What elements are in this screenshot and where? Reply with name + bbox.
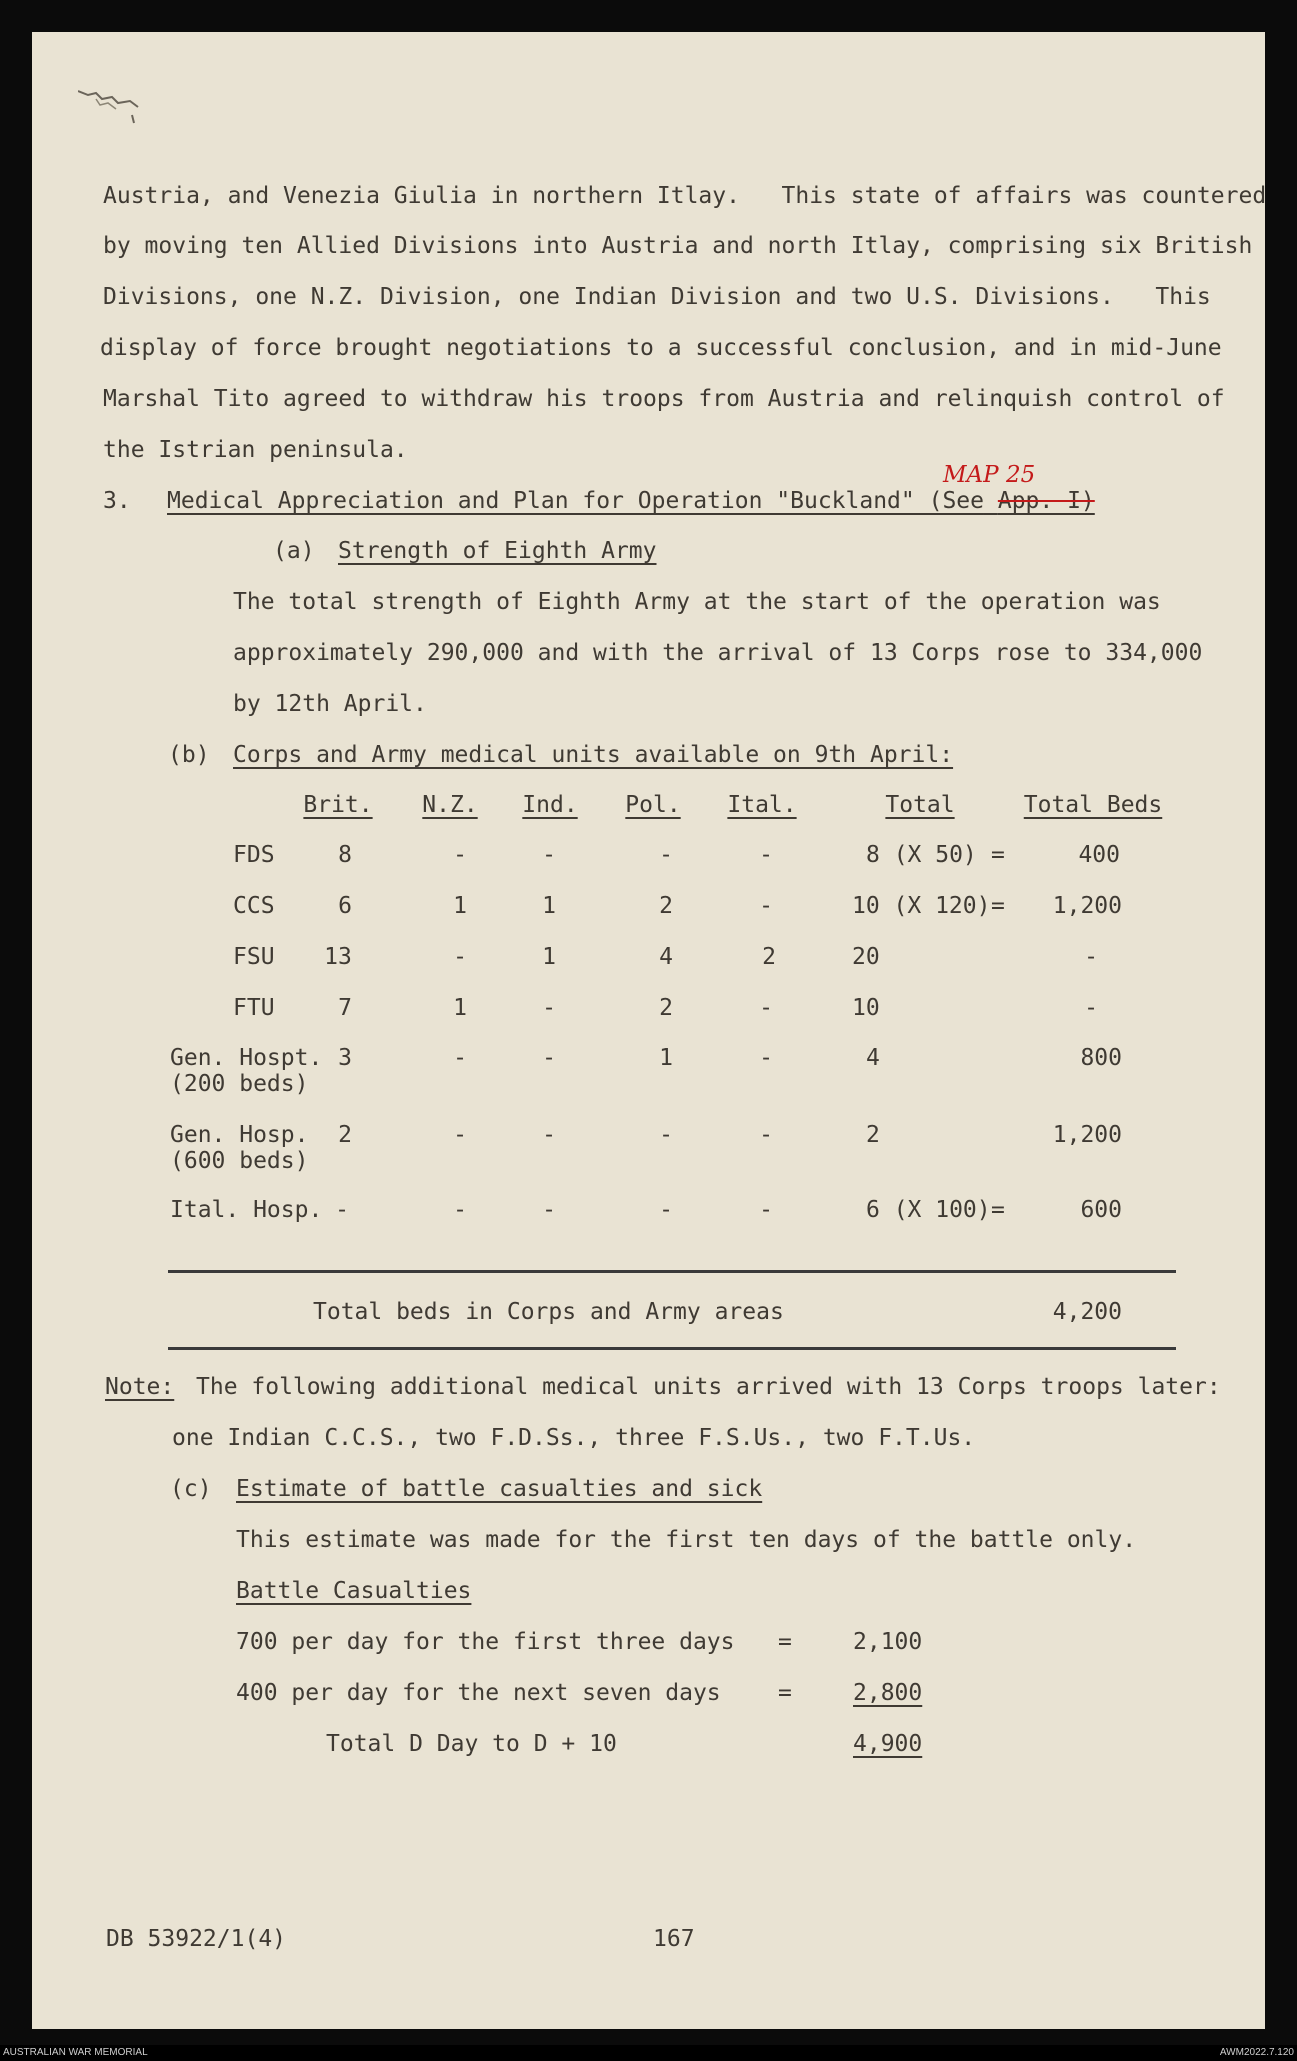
- table-cell-nz: -: [453, 1197, 467, 1223]
- table-cell-ital: -: [759, 995, 773, 1021]
- archive-accession-number: AWM2022.7.120: [1219, 2047, 1294, 2058]
- table-cell-total: 10: [852, 995, 880, 1021]
- section-number: 3.: [103, 488, 131, 514]
- table-cell-ital: -: [759, 1197, 773, 1223]
- table-row-name: Gen. Hosp.: [170, 1122, 309, 1148]
- page-number: 167: [653, 1926, 695, 1952]
- table-cell-pol: 2: [659, 893, 673, 919]
- table-top-rule: [168, 1270, 1176, 1273]
- sub-c-heading: Estimate of battle casualties and sick: [236, 1476, 763, 1502]
- table-cell-total: 4: [866, 1045, 880, 1071]
- sub-a-line-2: approximately 290,000 and with the arrival of 13 Corps rose to 334,000: [233, 640, 1203, 666]
- note-line-2: one Indian C.C.S., two F.D.Ss., three F.S.Us., two F.T.Us.: [172, 1425, 976, 1451]
- table-cell-pol: -: [659, 1122, 673, 1148]
- sub-a-line-1: The total strength of Eighth Army at the start of the operation was: [233, 589, 1161, 615]
- table-cell-pol: -: [659, 842, 673, 868]
- table-cell-total: 20: [852, 944, 880, 970]
- table-cell-ital: -: [759, 1045, 773, 1071]
- casualty-total-value: 4,900: [853, 1731, 923, 1757]
- casualty-row-equals: =: [778, 1629, 792, 1655]
- battle-casualties-heading: Battle Casualties: [236, 1578, 472, 1604]
- casualty-total-text: Total D Day to D + 10: [326, 1731, 617, 1757]
- intro-line-5: Marshal Tito agreed to withdraw his troops from Austria and relinquish control of: [103, 386, 1225, 412]
- table-cell-equals: =: [991, 842, 1005, 868]
- table-row-subname: (600 beds): [170, 1148, 309, 1174]
- intro-line-4: display of force brought negotiations to a successful conclusion, and in mid-June: [100, 335, 1222, 361]
- table-row-name: Gen. Hospt.: [170, 1045, 323, 1071]
- table-cell-total: 10 (X 120): [852, 893, 991, 919]
- table-cell-pol: 4: [659, 944, 673, 970]
- table-row-subname: (200 beds): [170, 1071, 309, 1097]
- table-cell-brit: 8: [338, 842, 352, 868]
- sub-a-label: (a): [273, 538, 315, 564]
- table-cell-ital: -: [759, 842, 773, 868]
- table-cell-equals: =: [991, 1197, 1005, 1223]
- intro-line-1: Austria, and Venezia Giulia in northern Itlay. This state of affairs was countered: [103, 183, 1267, 209]
- table-cell-nz: -: [453, 1122, 467, 1148]
- section-heading: Medical Appreciation and Plan for Operation "Buckland" (See App. I): [167, 488, 1095, 514]
- table-cell-brit: 7: [338, 995, 352, 1021]
- sub-b-heading: Corps and Army medical units available on 9th April:: [233, 742, 954, 768]
- table-row-name: Ital. Hosp.: [170, 1197, 323, 1223]
- table-cell-ind: -: [542, 842, 556, 868]
- document-reference: DB 53922/1(4): [106, 1926, 287, 1952]
- col-header-total: Total: [885, 792, 955, 818]
- table-bottom-rule: [168, 1347, 1176, 1350]
- col-header-total-beds: Total Beds: [1023, 792, 1163, 818]
- table-cell-ind: -: [542, 1122, 556, 1148]
- table-cell-ind: 1: [542, 893, 556, 919]
- archive-name: AUSTRALIAN WAR MEMORIAL: [3, 2047, 148, 2058]
- col-header-nz: N.Z.: [422, 792, 478, 818]
- table-cell-beds: -: [1084, 944, 1098, 970]
- table-cell-nz: 1: [453, 995, 467, 1021]
- table-cell-nz: -: [453, 1045, 467, 1071]
- table-cell-ind: 1: [542, 944, 556, 970]
- table-cell-total: 6 (X 100): [866, 1197, 991, 1223]
- total-beds-value: 4,200: [1052, 1299, 1122, 1325]
- table-cell-beds: 600: [1080, 1197, 1122, 1223]
- handwritten-map-annotation: MAP 25: [943, 462, 1036, 488]
- sub-b-label: (b): [168, 742, 210, 768]
- table-cell-beds: -: [1084, 995, 1098, 1021]
- sub-c-label: (c): [170, 1476, 212, 1502]
- intro-line-2: by moving ten Allied Divisions into Austria and north Itlay, comprising six British: [103, 233, 1253, 259]
- casualty-row-equals: =: [778, 1680, 792, 1706]
- table-cell-equals: =: [991, 893, 1005, 919]
- sub-a-line-3: by 12th April.: [233, 691, 427, 717]
- col-header-pol: Pol.: [625, 792, 681, 818]
- intro-line-3: Divisions, one N.Z. Division, one Indian Division and two U.S. Divisions. This: [103, 284, 1211, 310]
- col-header-brit: Brit.: [303, 792, 373, 818]
- note-line-1: The following additional medical units arrived with 13 Corps troops later:: [196, 1374, 1221, 1400]
- table-cell-pol: 2: [659, 995, 673, 1021]
- table-row-name: FSU: [233, 944, 275, 970]
- table-cell-nz: -: [453, 842, 467, 868]
- table-cell-beds: 400: [1078, 842, 1120, 868]
- table-cell-ind: -: [542, 995, 556, 1021]
- table-row-name: CCS: [233, 893, 275, 919]
- table-cell-ital: -: [759, 1122, 773, 1148]
- archive-footer-bar: [0, 2045, 1297, 2061]
- table-cell-total: 8 (X 50): [866, 842, 977, 868]
- total-beds-label: Total beds in Corps and Army areas: [313, 1299, 784, 1325]
- table-cell-total: 2: [866, 1122, 880, 1148]
- table-cell-pol: -: [659, 1197, 673, 1223]
- table-cell-brit: 13: [324, 944, 352, 970]
- table-cell-beds: 1,200: [1052, 1122, 1122, 1148]
- table-row-name: FDS: [233, 842, 275, 868]
- table-cell-pol: 1: [659, 1045, 673, 1071]
- casualty-row-text: 700 per day for the first three days: [236, 1629, 735, 1655]
- document-page: [32, 32, 1265, 2029]
- table-cell-brit: 6: [338, 893, 352, 919]
- torn-paper-mark: [78, 85, 146, 125]
- table-cell-brit: 3: [338, 1045, 352, 1071]
- col-header-ind: Ind.: [522, 792, 578, 818]
- sub-c-intro: This estimate was made for the first ten days of the battle only.: [236, 1527, 1137, 1553]
- struck-appendix-ref: App. I): [997, 488, 1095, 514]
- table-cell-ind: -: [542, 1045, 556, 1071]
- casualty-row-value: 2,800: [853, 1680, 923, 1706]
- table-cell-nz: -: [453, 944, 467, 970]
- intro-line-6: the Istrian peninsula.: [103, 437, 408, 463]
- table-cell-ital: -: [759, 893, 773, 919]
- casualty-row-value: 2,100: [853, 1629, 923, 1655]
- table-cell-beds: 800: [1080, 1045, 1122, 1071]
- table-cell-brit: -: [335, 1197, 349, 1223]
- table-cell-ind: -: [542, 1197, 556, 1223]
- sub-a-heading: Strength of Eighth Army: [338, 538, 657, 564]
- table-cell-beds: 1,200: [1052, 893, 1122, 919]
- col-header-ital: Ital.: [727, 792, 797, 818]
- table-cell-nz: 1: [453, 893, 467, 919]
- note-label: Note:: [105, 1374, 175, 1400]
- casualty-row-text: 400 per day for the next seven days: [236, 1680, 721, 1706]
- table-cell-ital: 2: [762, 944, 776, 970]
- table-row-name: FTU: [233, 995, 275, 1021]
- table-cell-brit: 2: [338, 1122, 352, 1148]
